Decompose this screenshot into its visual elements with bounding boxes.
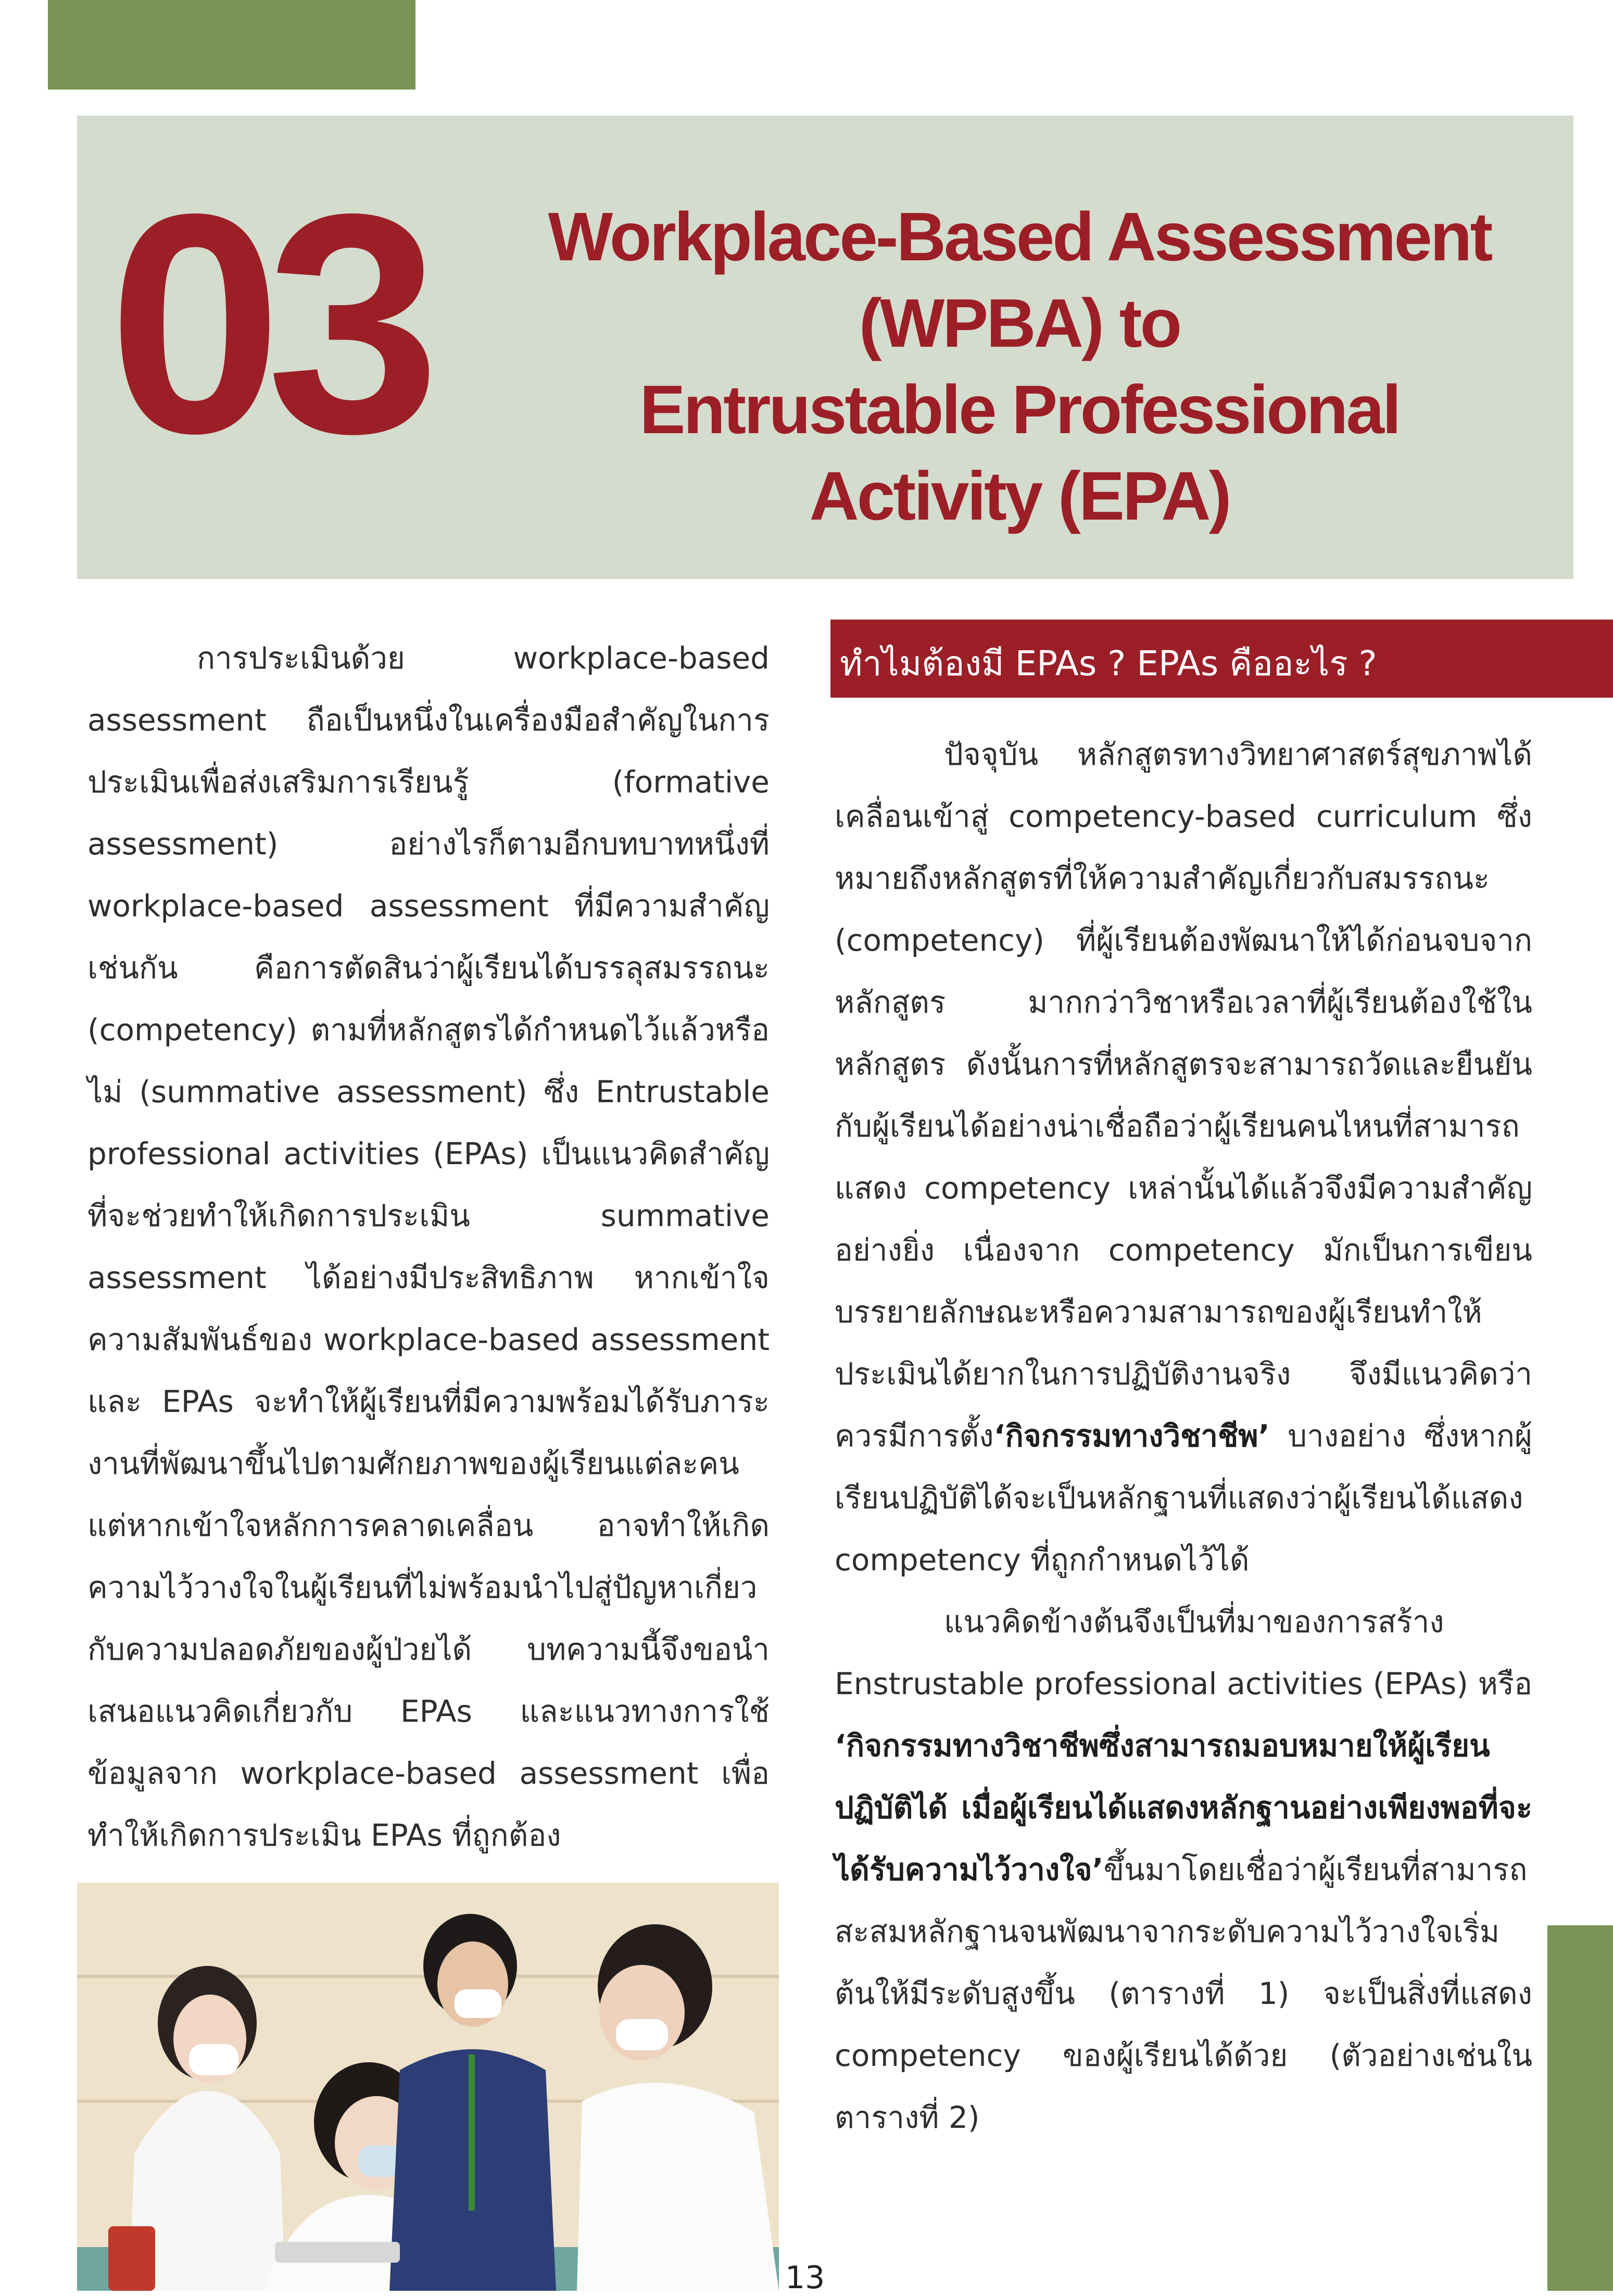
students-photo (77, 1883, 779, 2291)
paragraph-text: ปัจจุบัน หลักสูตรทางวิทยาศาสตร์สุขภาพได้เคลื่อนเข้าสู่ competency-based curriculum ซึ่งหมายถึงหลักสูตรที่ให้ความสำคัญเกี่ยวกับสมรรถนะ (competency) ที่ผู้เรียนต้องพัฒนาให้ได้ก่อนจบจากหลักสูตร มากกว่าวิชาหรือเวลาที่ผู้เรียนต้องใช้ในหลักสูตร ดังนั้นการที่หลักสูตรจะสามารถวัดและยืนยันกับผู้เรียนได้อย่างน่าเชื่อถือว่าผู้เรียนคนไหนที่สามารถแสดง competency เหล่านั้นได้แล้วจึงมีความสำคัญอย่างยิ่ง เนื่องจาก competency มักเป็นการเขียนบรรยายลักษณะหรือความสามารถของผู้เรียนทำให้ประเมินได้ยากในการปฏิบัติงานจริง จึงมีแนวคิดว่า ควรมีการตั้ง (835, 737, 1532, 1454)
body-paragraph-1 (835, 724, 1532, 1591)
chapter-title-line: Activity (EPA) (809, 458, 1230, 534)
top-decorative-tab (48, 0, 415, 90)
section-heading-bar (830, 620, 1613, 698)
section-heading: ทำไมต้องมี EPAs ? EPAs คืออะไร ? (840, 644, 1377, 684)
side-decorative-tab (1547, 1925, 1613, 2291)
left-column (87, 627, 770, 1866)
chapter-title-line: (WPBA) to (859, 285, 1180, 361)
body-paragraph-2 (835, 1591, 1532, 2149)
intro-paragraph: การประเมินด้วย workplace-based assessment ถือเป็นหนึ่งในเครื่องมือสำคัญในการประเมินเพื่อส่งเสริมการเรียนรู้ (formative assessment) อย่างไรก็ตามอีกบทบาทหนึ่งที่ workplace-based assessment ที่มีความสำคัญเช่นกัน คือการตัดสินว่าผู้เรียนได้บรรลุสมรรถนะ (competency) ตามที่หลักสูตรได้กำหนดไว้แล้วหรือไม่ (summative assessment) ซึ่ง Entrustable professional activities (EPAs) เป็นแนวคิดสำคัญที่จะช่วยทำให้เกิดการประเมิน summative assessment ได้อย่างมีประสิทธิภาพ หากเข้าใจความสัมพันธ์ของ workplace-based assessment และ EPAs จะทำให้ผู้เรียนที่มีความพร้อมได้รับภาระงานที่พัฒนาขึ้นไปตามศักยภาพของผู้เรียนแต่ละคน แต่หากเข้าใจหลักการคลาดเคลื่อน อาจทำให้เกิดความไว้วางใจในผู้เรียนที่ไม่พร้อมนำไปสู่ปัญหาเกี่ยวกับความปลอดภัยของผู้ป่วยได้ บทความนี้จึงขอนำเสนอแนวคิดเกี่ยวกับ EPAs และแนวทางการใช้ข้อมูลจาก workplace-based assessment เพื่อทำให้เกิดการประเมิน EPAs ที่ถูกต้อง (87, 640, 770, 1853)
chapter-title-line: Workplace-Based Assessment (548, 198, 1491, 275)
chapter-title (483, 194, 1556, 539)
paragraph-text: แนวคิดข้างต้นจึงเป็นที่มาของการสร้าง Enstrustable professional activities (EPAs) หรือ (835, 1604, 1532, 1701)
paragraph-text: บางอย่าง ซึ่งหากผู้เรียนปฏิบัติได้จะเป็นหลักฐานที่แสดงว่าผู้เรียนได้แสดง competency ที่ถูกกำหนดไว้ได้ (835, 1418, 1532, 1578)
chapter-number: 03 (108, 149, 425, 498)
chapter-header (77, 116, 1573, 579)
page-number: 13 (785, 2260, 825, 2296)
right-column (835, 724, 1532, 2149)
chapter-title-line: Entrustable Professional (639, 371, 1400, 448)
bold-definition: ‘กิจกรรมทางวิชาชีพซึ่งสามารถมอบหมายให้ผู้เรียนปฏิบัติได้ เมื่อผู้เรียนได้แสดงหลักฐานอย่างเพียงพอที่จะได้รับความไว้วางใจ’ (835, 1728, 1532, 1887)
bold-term: ‘กิจกรรมทางวิชาชีพ’ (993, 1418, 1270, 1454)
paragraph-text: ขึ้นมาโดยเชื่อว่าผู้เรียนที่สามารถสะสมหลักฐานจนพัฒนาจากระดับความไว้วางใจเริ่มต้นให้มีระดับสูงขึ้น (ตารางที่ 1) จะเป็นสิ่งที่แสดง competency ของผู้เรียนได้ด้วย (ตัวอย่างเช่นในตารางที่ 2) (835, 1852, 1532, 2135)
